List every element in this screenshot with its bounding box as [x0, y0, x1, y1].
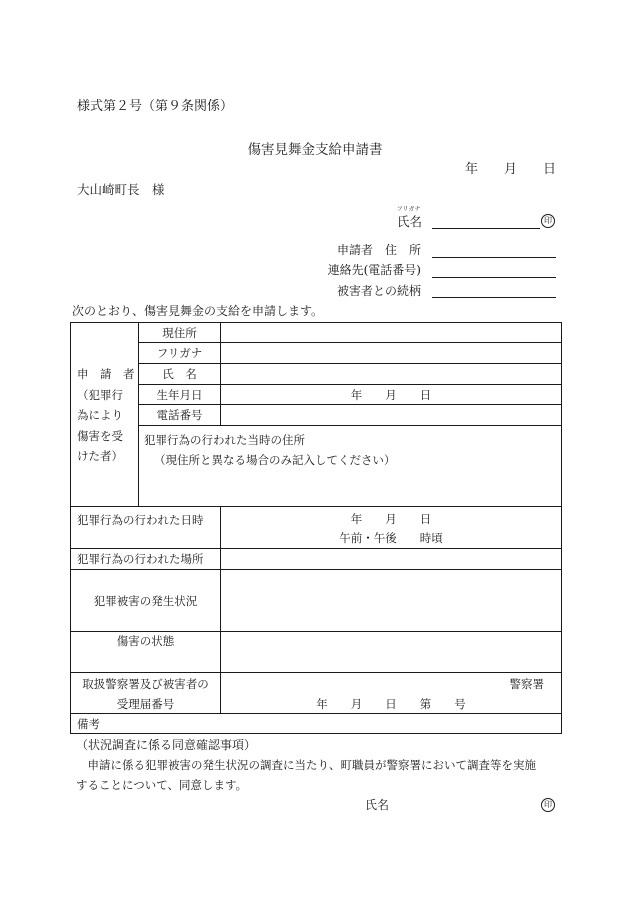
form-number: 様式第２号（第９条関係）	[77, 99, 234, 114]
past-address-cell	[138, 425, 562, 507]
birth-date-label-text: 生年月日	[156, 387, 203, 402]
birth-date-value	[220, 384, 562, 405]
consent-text-line: することについて、同意します。	[76, 778, 248, 792]
damage-situation-label-text: 犯罪被害の発生状況	[93, 593, 198, 608]
police-report-label	[70, 672, 221, 714]
victim-name-value	[220, 363, 562, 385]
applicant-phone-label: 連絡先(電話番号)	[327, 263, 421, 277]
police-report-label-line: 受理届番号	[116, 697, 175, 711]
consent-name-label: 氏名	[365, 798, 390, 812]
crime-date-value: 年 月 日	[350, 512, 432, 526]
furigana-label	[138, 342, 221, 364]
crime-time-value: 午前・午後 時頃	[339, 531, 443, 545]
victim-header-cell	[70, 322, 139, 507]
crime-place-label-text: 犯罪行為の行われた場所	[77, 552, 204, 566]
relation-line	[432, 297, 556, 298]
applicant-name-label: 氏名	[397, 214, 423, 229]
remarks-row	[70, 713, 562, 734]
damage-situation-value	[220, 569, 562, 632]
application-date: 年 月 日	[465, 162, 557, 177]
phone-label	[138, 404, 221, 426]
form-title: 傷害見舞金支給申請書	[247, 142, 383, 158]
victim-header-line: 為により	[77, 408, 123, 422]
police-station-label: 警察署	[509, 677, 544, 691]
applicant-phone-line	[432, 277, 556, 278]
furigana-value	[220, 342, 562, 364]
phone-value	[220, 404, 562, 426]
victim-name-label-text: 氏 名	[162, 367, 197, 381]
injury-state-label	[70, 631, 221, 673]
current-address-label	[138, 322, 221, 343]
intro-text: 次のとおり、傷害見舞金の支給を申請します。	[72, 304, 324, 318]
consent-heading: （状況調査に係る同意確認事項）	[76, 738, 257, 752]
consent-text-line: 申請に係る犯罪被害の発生状況の調査に当たり、町職員が警察署において調査等を実施	[76, 758, 536, 772]
victim-header-line: 申 請 者	[77, 367, 135, 381]
seal-mark-icon	[541, 214, 555, 228]
seal-mark-text: 印	[544, 216, 552, 225]
phone-label-text: 電話番号	[156, 408, 203, 422]
applicant-name-line	[432, 228, 540, 229]
current-address-label-text: 現住所	[162, 325, 197, 340]
injury-state-value	[220, 631, 562, 673]
past-address-label: 犯罪行為の行われた当時の住所	[144, 433, 305, 447]
name-ruby-label: フリガナ	[396, 206, 421, 213]
injury-state-label-text: 傷害の状態	[116, 634, 175, 648]
applicant-address-line	[432, 257, 556, 258]
crime-datetime-value	[220, 506, 562, 549]
birth-date-value-text: 年 月 日	[350, 387, 432, 402]
victim-name-label	[138, 363, 221, 385]
victim-header-line: （犯罪行	[77, 387, 123, 402]
addressee: 大山崎町長 様	[77, 182, 165, 197]
relation-label: 被害者との続柄	[336, 284, 421, 298]
application-table	[70, 322, 562, 734]
police-report-value	[220, 672, 562, 714]
applicant-address-label: 申請者 住 所	[336, 243, 421, 257]
damage-situation-label	[70, 569, 221, 632]
victim-header-line: けた者）	[77, 449, 123, 463]
remarks-label: 備考	[77, 716, 100, 731]
past-address-note: （現住所と異なる場合のみ記入してください）	[154, 453, 396, 467]
consent-seal-mark-icon	[541, 798, 555, 812]
police-report-label-line: 取扱警察署及び被害者の	[82, 677, 209, 691]
crime-place-value	[220, 548, 562, 570]
furigana-label-text: フリガナ	[156, 346, 203, 360]
crime-place-label	[70, 548, 221, 570]
consent-seal-mark-text: 印	[544, 800, 552, 809]
report-number-value: 年 月 日 第 号	[316, 697, 466, 711]
victim-header-line: 傷害を受	[77, 428, 123, 443]
birth-date-label	[138, 384, 221, 405]
current-address-value	[220, 322, 562, 343]
crime-datetime-label	[70, 506, 221, 549]
crime-datetime-label-text: 犯罪行為の行われた日時	[77, 513, 204, 527]
